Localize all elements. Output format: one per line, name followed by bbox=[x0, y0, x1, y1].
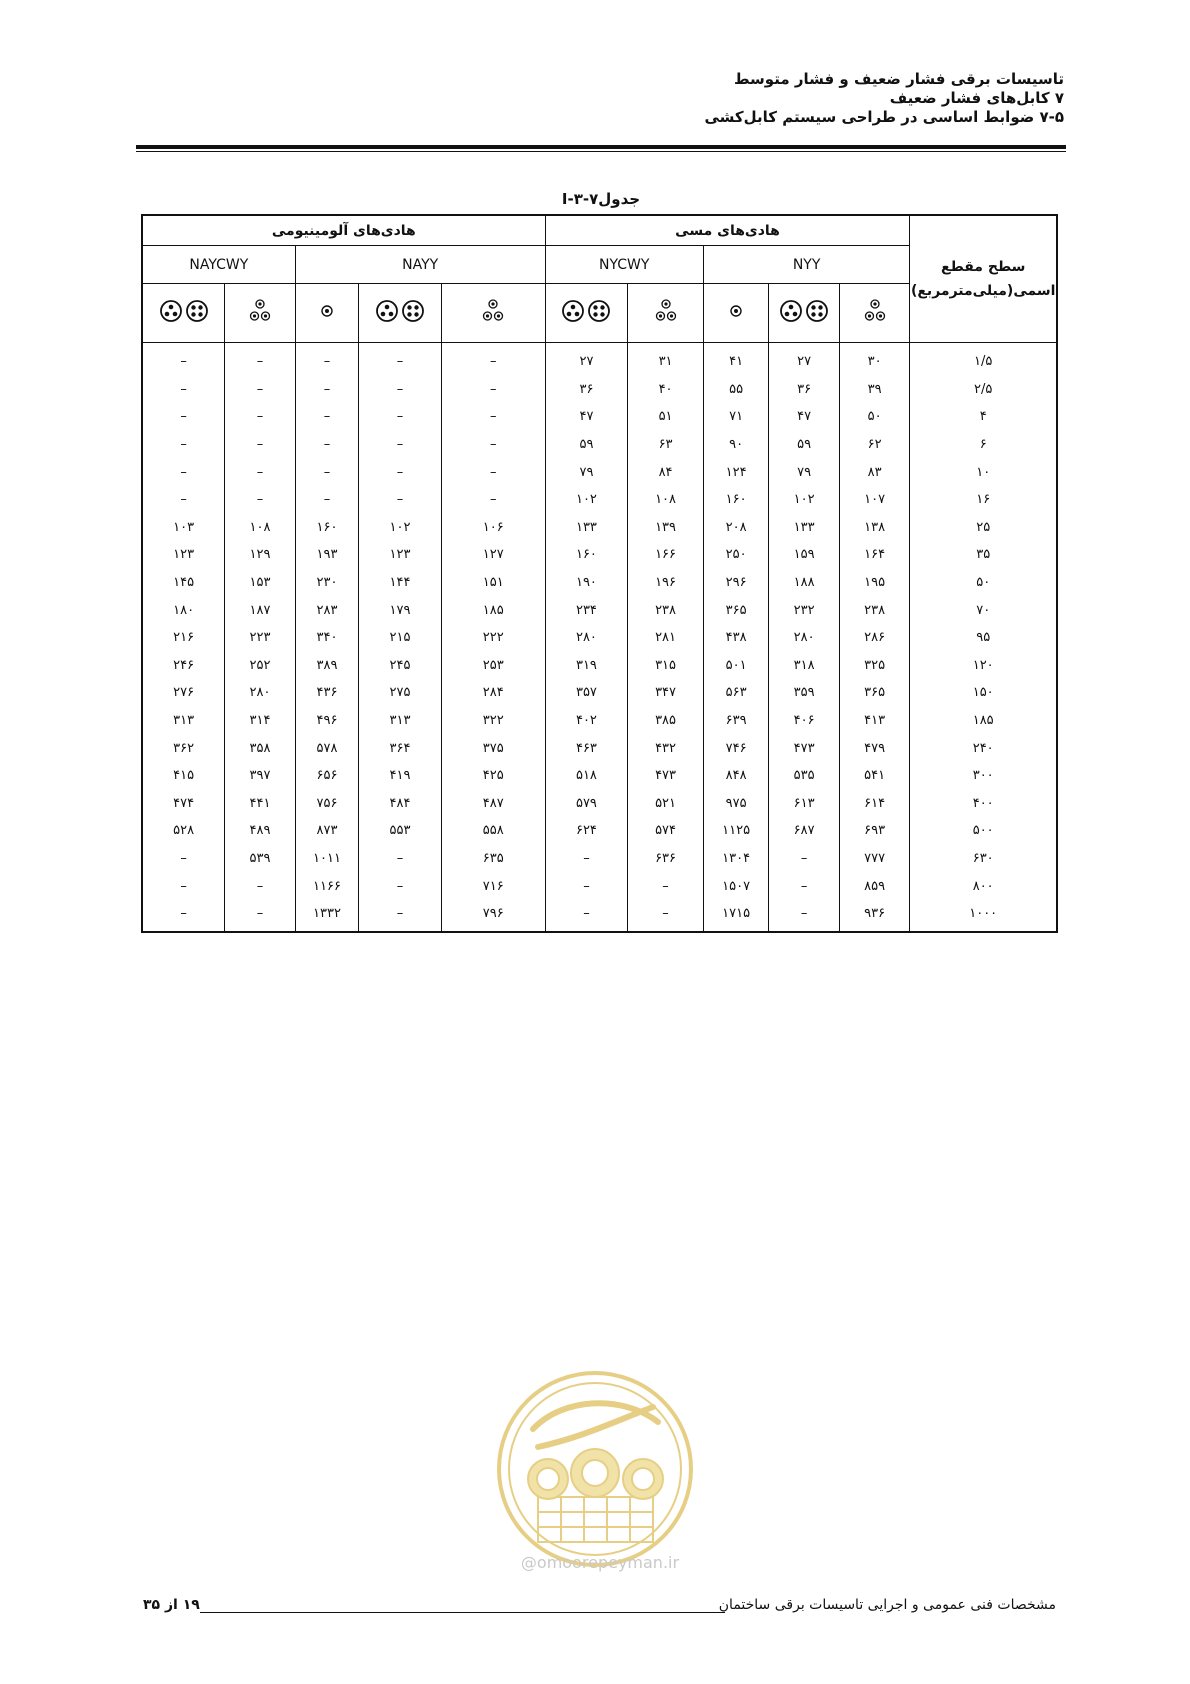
current-value-cell: ۱۶۶ bbox=[628, 541, 704, 569]
current-value-cell: ۵۰ bbox=[839, 403, 910, 431]
current-value-cell: ۲۸۰ bbox=[225, 679, 296, 707]
current-value-cell: ۶۳ bbox=[628, 431, 704, 459]
current-value-cell: ۵۵۸ bbox=[441, 817, 545, 845]
current-value-cell: ۳۲۵ bbox=[839, 652, 910, 680]
multicore-cable-pair-icon bbox=[359, 284, 442, 343]
current-value-cell: ۸۴۸ bbox=[703, 762, 769, 790]
current-value-cell: ۱۰۲ bbox=[769, 486, 840, 514]
cross-section-cell: ۱۰ bbox=[910, 458, 1057, 486]
current-value-cell: ۵۶۳ bbox=[703, 679, 769, 707]
current-value-cell: ۲۳۲ bbox=[769, 596, 840, 624]
current-value-cell: ۳۱۹ bbox=[545, 652, 628, 680]
type-nayy-header: NAYY bbox=[295, 246, 545, 284]
current-value-cell: ۴۰ bbox=[628, 376, 704, 404]
current-value-cell: ۲۸۰ bbox=[769, 624, 840, 652]
current-value-cell: – bbox=[359, 900, 442, 933]
current-value-cell: ۳۶ bbox=[769, 376, 840, 404]
current-value-cell: ۱۰۳ bbox=[142, 514, 225, 542]
current-value-cell: ۵۷۴ bbox=[628, 817, 704, 845]
current-value-cell: ۱۳۸ bbox=[839, 514, 910, 542]
current-value-cell: ۱۲۳ bbox=[359, 541, 442, 569]
current-value-cell: ۲۸۶ bbox=[839, 624, 910, 652]
current-value-cell: ۶۲ bbox=[839, 431, 910, 459]
current-value-cell: ۷۹ bbox=[545, 458, 628, 486]
table-row bbox=[142, 900, 1057, 933]
current-value-cell: ۲۲۲ bbox=[441, 624, 545, 652]
omoorepeyman-logo bbox=[493, 1367, 698, 1572]
current-value-cell: ۵۵ bbox=[703, 376, 769, 404]
cross-section-cell: ۱۸۵ bbox=[910, 707, 1057, 735]
trefoil-cables-icon bbox=[225, 284, 296, 343]
table-row bbox=[142, 403, 1057, 431]
table-row bbox=[142, 514, 1057, 542]
cross-section-header-line-2: اسمی(میلی‌مترمربع) bbox=[910, 283, 1056, 299]
current-value-cell: – bbox=[225, 872, 296, 900]
current-value-cell: – bbox=[142, 872, 225, 900]
current-value-cell: ۲۴۵ bbox=[359, 652, 442, 680]
current-value-cell: – bbox=[441, 486, 545, 514]
current-value-cell: ۲۳۴ bbox=[545, 596, 628, 624]
cross-section-cell: ۶۳۰ bbox=[910, 845, 1057, 873]
cross-section-cell: ۳۵ bbox=[910, 541, 1057, 569]
current-value-cell: ۴۸۹ bbox=[225, 817, 296, 845]
multicore-cable-pair-icon bbox=[769, 284, 840, 343]
current-value-cell: ۲۷۵ bbox=[359, 679, 442, 707]
current-value-cell: ۳۵۹ bbox=[769, 679, 840, 707]
current-value-cell: ۱۰۷ bbox=[839, 486, 910, 514]
table-row bbox=[142, 762, 1057, 790]
current-value-cell: ۵۲۸ bbox=[142, 817, 225, 845]
current-value-cell: ۲۱۵ bbox=[359, 624, 442, 652]
current-value-cell: ۲۵۲ bbox=[225, 652, 296, 680]
current-value-cell: ۱۱۶۶ bbox=[295, 872, 358, 900]
current-value-cell: ۵۷۸ bbox=[295, 734, 358, 762]
current-value-cell: – bbox=[225, 376, 296, 404]
current-value-cell: – bbox=[359, 458, 442, 486]
table-row bbox=[142, 431, 1057, 459]
table-row bbox=[142, 790, 1057, 818]
current-value-cell: – bbox=[359, 431, 442, 459]
current-value-cell: ۳۱۴ bbox=[225, 707, 296, 735]
current-value-cell: ۴۶۳ bbox=[545, 734, 628, 762]
current-value-cell: ۵۲۱ bbox=[628, 790, 704, 818]
header-line-3: ۷-۵ ضوابط اساسی در طراحی سیستم کابل‌کشی bbox=[704, 108, 1064, 126]
current-value-cell: ۱۸۸ bbox=[769, 569, 840, 597]
current-value-cell: ۳۱۸ bbox=[769, 652, 840, 680]
table-caption: جدول۷-۳-I bbox=[561, 190, 641, 208]
current-value-cell: ۳۵۸ bbox=[225, 734, 296, 762]
current-value-cell: ۹۷۵ bbox=[703, 790, 769, 818]
table-row bbox=[142, 343, 1057, 376]
current-value-cell: ۱۱۲۵ bbox=[703, 817, 769, 845]
current-value-cell: ۶۵۶ bbox=[295, 762, 358, 790]
table-row bbox=[142, 624, 1057, 652]
current-value-cell: ۷۱ bbox=[703, 403, 769, 431]
current-value-cell: ۵۴۱ bbox=[839, 762, 910, 790]
cross-section-cell: ۸۰۰ bbox=[910, 872, 1057, 900]
current-value-cell: ۲۸۰ bbox=[545, 624, 628, 652]
current-value-cell: – bbox=[295, 431, 358, 459]
current-value-cell: – bbox=[225, 431, 296, 459]
current-value-cell: – bbox=[225, 900, 296, 933]
current-value-cell: ۱۷۱۵ bbox=[703, 900, 769, 933]
cross-section-cell: ۷۰ bbox=[910, 596, 1057, 624]
current-value-cell: ۳۸۹ bbox=[295, 652, 358, 680]
current-value-cell: ۶۱۴ bbox=[839, 790, 910, 818]
watermark-site: @omoorepeyman.ir bbox=[520, 1553, 680, 1572]
trefoil-cables-icon bbox=[441, 284, 545, 343]
current-value-cell: ۳۱ bbox=[628, 343, 704, 376]
current-value-cell: ۲۸۱ bbox=[628, 624, 704, 652]
type-nyy-header: NYY bbox=[703, 246, 910, 284]
current-value-cell: ۴۳۶ bbox=[295, 679, 358, 707]
current-value-cell: ۴۱۳ bbox=[839, 707, 910, 735]
current-value-cell: ۱۵۳ bbox=[225, 569, 296, 597]
trefoil-cables-icon bbox=[628, 284, 704, 343]
cross-section-header bbox=[910, 215, 1057, 343]
current-value-cell: ۴۴۱ bbox=[225, 790, 296, 818]
current-value-cell: ۱۶۴ bbox=[839, 541, 910, 569]
table-row bbox=[142, 376, 1057, 404]
current-value-cell: ۲۳۸ bbox=[628, 596, 704, 624]
page-header bbox=[124, 70, 1064, 127]
current-value-cell: ۸۷۳ bbox=[295, 817, 358, 845]
current-value-cell: ۲۵۰ bbox=[703, 541, 769, 569]
table-row bbox=[142, 458, 1057, 486]
table-row bbox=[142, 872, 1057, 900]
current-value-cell: ۴۳۲ bbox=[628, 734, 704, 762]
current-value-cell: ۶۸۷ bbox=[769, 817, 840, 845]
current-value-cell: – bbox=[359, 403, 442, 431]
current-value-cell: ۳۹۷ bbox=[225, 762, 296, 790]
current-value-cell: – bbox=[441, 431, 545, 459]
multicore-cable-pair-icon bbox=[545, 284, 628, 343]
current-value-cell: ۲۲۳ bbox=[225, 624, 296, 652]
cross-section-cell: ۳۰۰ bbox=[910, 762, 1057, 790]
current-value-cell: – bbox=[441, 458, 545, 486]
current-value-cell: ۱۸۰ bbox=[142, 596, 225, 624]
current-value-cell: ۴۱۵ bbox=[142, 762, 225, 790]
multicore-cable-pair-icon bbox=[142, 284, 225, 343]
current-value-cell: ۲۷ bbox=[769, 343, 840, 376]
current-value-cell: – bbox=[142, 458, 225, 486]
current-value-cell: – bbox=[142, 900, 225, 933]
current-value-cell: ۲۸۴ bbox=[441, 679, 545, 707]
current-value-cell: ۳۱۵ bbox=[628, 652, 704, 680]
current-value-cell: – bbox=[769, 872, 840, 900]
current-value-cell: – bbox=[769, 845, 840, 873]
current-value-cell: ۴۳۸ bbox=[703, 624, 769, 652]
cross-section-cell: ۱۲۰ bbox=[910, 652, 1057, 680]
cross-section-cell: ۱۶ bbox=[910, 486, 1057, 514]
current-value-cell: ۳۸۵ bbox=[628, 707, 704, 735]
cross-section-cell: ۵۰۰ bbox=[910, 817, 1057, 845]
current-value-cell: ۴۸۴ bbox=[359, 790, 442, 818]
current-value-cell: ۵۷۹ bbox=[545, 790, 628, 818]
current-value-cell: ۳۶۲ bbox=[142, 734, 225, 762]
current-value-cell: ۶۹۳ bbox=[839, 817, 910, 845]
current-value-cell: ۴۷۳ bbox=[769, 734, 840, 762]
current-value-cell: ۴۰۲ bbox=[545, 707, 628, 735]
current-value-cell: ۱۲۴ bbox=[703, 458, 769, 486]
cross-section-header-line-1: سطح مقطع bbox=[941, 259, 1026, 275]
current-value-cell: ۳۶ bbox=[545, 376, 628, 404]
current-value-cell: ۱۳۰۴ bbox=[703, 845, 769, 873]
current-value-cell: ۱۰۶ bbox=[441, 514, 545, 542]
current-value-cell: ۱۰۸ bbox=[628, 486, 704, 514]
current-value-cell: – bbox=[441, 343, 545, 376]
current-value-cell: ۷۷۷ bbox=[839, 845, 910, 873]
current-value-cell: – bbox=[359, 872, 442, 900]
current-value-cell: ۳۶۵ bbox=[839, 679, 910, 707]
current-value-cell: – bbox=[225, 403, 296, 431]
current-value-cell: ۲۸۳ bbox=[295, 596, 358, 624]
current-value-cell: – bbox=[628, 900, 704, 933]
cross-section-cell: ۶ bbox=[910, 431, 1057, 459]
table-row bbox=[142, 569, 1057, 597]
current-value-cell: ۶۳۶ bbox=[628, 845, 704, 873]
current-value-cell: – bbox=[142, 403, 225, 431]
single-core-cable-icon bbox=[703, 284, 769, 343]
page-number: ۱۹ از ۳۵ bbox=[143, 1597, 200, 1613]
current-value-cell: ۸۵۹ bbox=[839, 872, 910, 900]
current-value-cell: ۱۲۹ bbox=[225, 541, 296, 569]
current-value-cell: ۱۳۳۲ bbox=[295, 900, 358, 933]
current-value-cell: ۴۹۶ bbox=[295, 707, 358, 735]
current-value-cell: ۹۳۶ bbox=[839, 900, 910, 933]
header-line-2: ۷ کابل‌های فشار ضعیف bbox=[889, 89, 1064, 107]
current-value-cell: ۴۷۹ bbox=[839, 734, 910, 762]
cross-section-cell: ۲۵ bbox=[910, 514, 1057, 542]
current-value-cell: ۴۲۵ bbox=[441, 762, 545, 790]
current-value-cell: ۱۵۰۷ bbox=[703, 872, 769, 900]
current-value-cell: ۱۶۰ bbox=[545, 541, 628, 569]
current-value-cell: ۱۳۳ bbox=[545, 514, 628, 542]
current-value-cell: ۱۴۴ bbox=[359, 569, 442, 597]
current-value-cell: – bbox=[295, 376, 358, 404]
current-value-cell: – bbox=[359, 486, 442, 514]
footer-title: مشخصات فنی عمومی و اجرایی تاسیسات برقی ساختمان bbox=[718, 1597, 1056, 1613]
current-value-cell: ۶۳۹ bbox=[703, 707, 769, 735]
current-value-cell: ۳۲۲ bbox=[441, 707, 545, 735]
current-value-cell: ۳۴۷ bbox=[628, 679, 704, 707]
current-value-cell: ۱۹۳ bbox=[295, 541, 358, 569]
current-value-cell: ۱۳۹ bbox=[628, 514, 704, 542]
current-value-cell: – bbox=[628, 872, 704, 900]
current-value-cell: ۱۲۷ bbox=[441, 541, 545, 569]
current-value-cell: ۷۱۶ bbox=[441, 872, 545, 900]
current-value-cell: ۲۴۶ bbox=[142, 652, 225, 680]
current-value-cell: ۵۰۱ bbox=[703, 652, 769, 680]
table-row bbox=[142, 679, 1057, 707]
current-value-cell: ۱۰۲ bbox=[359, 514, 442, 542]
current-value-cell: ۱۰۸ bbox=[225, 514, 296, 542]
current-value-cell: ۳۴۰ bbox=[295, 624, 358, 652]
current-value-cell: – bbox=[295, 343, 358, 376]
current-value-cell: ۱۹۶ bbox=[628, 569, 704, 597]
current-value-cell: ۱۷۹ bbox=[359, 596, 442, 624]
cross-section-cell: ۱۰۰۰ bbox=[910, 900, 1057, 933]
current-value-cell: ۴۸۷ bbox=[441, 790, 545, 818]
current-value-cell: ۴۷ bbox=[545, 403, 628, 431]
current-value-cell: – bbox=[545, 872, 628, 900]
table-row bbox=[142, 596, 1057, 624]
current-value-cell: ۲۷ bbox=[545, 343, 628, 376]
current-value-cell: ۷۹۶ bbox=[441, 900, 545, 933]
current-value-cell: – bbox=[142, 845, 225, 873]
cross-section-cell: ۲/۵ bbox=[910, 376, 1057, 404]
table-row bbox=[142, 845, 1057, 873]
footer-rule bbox=[200, 1612, 725, 1613]
current-value-cell: ۲۹۶ bbox=[703, 569, 769, 597]
current-value-cell: ۳۰ bbox=[839, 343, 910, 376]
current-value-cell: ۵۳۵ bbox=[769, 762, 840, 790]
current-value-cell: ۱۲۳ bbox=[142, 541, 225, 569]
current-value-cell: ۹۰ bbox=[703, 431, 769, 459]
current-value-cell: ۱۵۹ bbox=[769, 541, 840, 569]
current-value-cell: ۲۳۰ bbox=[295, 569, 358, 597]
current-value-cell: ۳۶۵ bbox=[703, 596, 769, 624]
current-value-cell: – bbox=[295, 403, 358, 431]
header-line-1: تاسیسات برقی فشار ضعیف و فشار متوسط bbox=[733, 70, 1064, 88]
current-value-cell: ۸۴ bbox=[628, 458, 704, 486]
current-value-cell: ۴۱۹ bbox=[359, 762, 442, 790]
current-value-cell: – bbox=[225, 486, 296, 514]
current-value-cell: ۱۹۵ bbox=[839, 569, 910, 597]
cross-section-cell: ۴ bbox=[910, 403, 1057, 431]
current-value-cell: ۱۵۱ bbox=[441, 569, 545, 597]
trefoil-cables-icon bbox=[839, 284, 910, 343]
type-nycwy-header: NYCWY bbox=[545, 246, 703, 284]
current-value-cell: ۴۱ bbox=[703, 343, 769, 376]
current-value-cell: – bbox=[142, 431, 225, 459]
cross-section-cell: ۴۰۰ bbox=[910, 790, 1057, 818]
current-value-cell: ۵۱ bbox=[628, 403, 704, 431]
current-value-cell: ۷۴۶ bbox=[703, 734, 769, 762]
current-value-cell: ۵۵۳ bbox=[359, 817, 442, 845]
table-row bbox=[142, 652, 1057, 680]
current-value-cell: ۳۵۷ bbox=[545, 679, 628, 707]
current-value-cell: ۷۵۶ bbox=[295, 790, 358, 818]
current-value-cell: ۳۶۴ bbox=[359, 734, 442, 762]
current-value-cell: ۱۸۵ bbox=[441, 596, 545, 624]
cross-section-cell: ۹۵ bbox=[910, 624, 1057, 652]
current-value-cell: ۸۳ bbox=[839, 458, 910, 486]
table-row bbox=[142, 734, 1057, 762]
current-value-cell: ۴۰۶ bbox=[769, 707, 840, 735]
current-value-cell: – bbox=[359, 376, 442, 404]
current-value-cell: – bbox=[359, 845, 442, 873]
current-value-cell: ۱۳۳ bbox=[769, 514, 840, 542]
current-value-cell: – bbox=[441, 403, 545, 431]
current-value-cell: – bbox=[769, 900, 840, 933]
current-value-cell: – bbox=[225, 343, 296, 376]
current-value-cell: ۴۷ bbox=[769, 403, 840, 431]
table-row bbox=[142, 486, 1057, 514]
current-value-cell: ۵۹ bbox=[769, 431, 840, 459]
current-value-cell: ۴۷۴ bbox=[142, 790, 225, 818]
current-value-cell: – bbox=[225, 458, 296, 486]
current-value-cell: ۱۰۱۱ bbox=[295, 845, 358, 873]
current-value-cell: ۴۷۳ bbox=[628, 762, 704, 790]
current-value-cell: ۲۰۸ bbox=[703, 514, 769, 542]
current-value-cell: ۶۳۵ bbox=[441, 845, 545, 873]
current-value-cell: ۳۱۳ bbox=[142, 707, 225, 735]
table-row bbox=[142, 707, 1057, 735]
current-value-cell: ۱۹۰ bbox=[545, 569, 628, 597]
current-value-cell: – bbox=[142, 376, 225, 404]
header-rule-thick bbox=[136, 145, 1066, 149]
cable-current-table bbox=[141, 214, 1058, 933]
current-value-cell: – bbox=[545, 900, 628, 933]
current-value-cell: ۱۰۲ bbox=[545, 486, 628, 514]
single-core-cable-icon bbox=[295, 284, 358, 343]
current-value-cell: – bbox=[142, 486, 225, 514]
current-value-cell: – bbox=[545, 845, 628, 873]
current-value-cell: – bbox=[142, 343, 225, 376]
current-value-cell: – bbox=[359, 343, 442, 376]
cross-section-cell: ۱/۵ bbox=[910, 343, 1057, 376]
current-value-cell: ۵۳۹ bbox=[225, 845, 296, 873]
current-value-cell: ۳۱۳ bbox=[359, 707, 442, 735]
current-value-cell: ۲۷۶ bbox=[142, 679, 225, 707]
current-value-cell: ۷۹ bbox=[769, 458, 840, 486]
current-value-cell: ۶۱۳ bbox=[769, 790, 840, 818]
current-value-cell: ۳۷۵ bbox=[441, 734, 545, 762]
current-value-cell: ۱۶۰ bbox=[703, 486, 769, 514]
current-value-cell: ۱۸۷ bbox=[225, 596, 296, 624]
table-row bbox=[142, 817, 1057, 845]
table-row bbox=[142, 541, 1057, 569]
table-body bbox=[142, 343, 1057, 933]
current-value-cell: ۲۱۶ bbox=[142, 624, 225, 652]
current-value-cell: ۱۶۰ bbox=[295, 514, 358, 542]
current-value-cell: ۶۲۴ bbox=[545, 817, 628, 845]
type-naycwy-header: NAYCWY bbox=[142, 246, 295, 284]
cross-section-cell: ۱۵۰ bbox=[910, 679, 1057, 707]
cross-section-cell: ۲۴۰ bbox=[910, 734, 1057, 762]
current-value-cell: ۳۹ bbox=[839, 376, 910, 404]
current-value-cell: – bbox=[441, 376, 545, 404]
current-value-cell: ۲۳۸ bbox=[839, 596, 910, 624]
current-value-cell: – bbox=[295, 458, 358, 486]
copper-conductors-header: هادی‌های مسی bbox=[545, 215, 910, 246]
current-value-cell: ۵۹ bbox=[545, 431, 628, 459]
header-rule-thin bbox=[136, 151, 1066, 152]
cross-section-cell: ۵۰ bbox=[910, 569, 1057, 597]
aluminum-conductors-header: هادی‌های آلومینیومی bbox=[142, 215, 545, 246]
current-value-cell: ۵۱۸ bbox=[545, 762, 628, 790]
current-value-cell: – bbox=[295, 486, 358, 514]
current-value-cell: ۲۵۳ bbox=[441, 652, 545, 680]
current-value-cell: ۱۴۵ bbox=[142, 569, 225, 597]
